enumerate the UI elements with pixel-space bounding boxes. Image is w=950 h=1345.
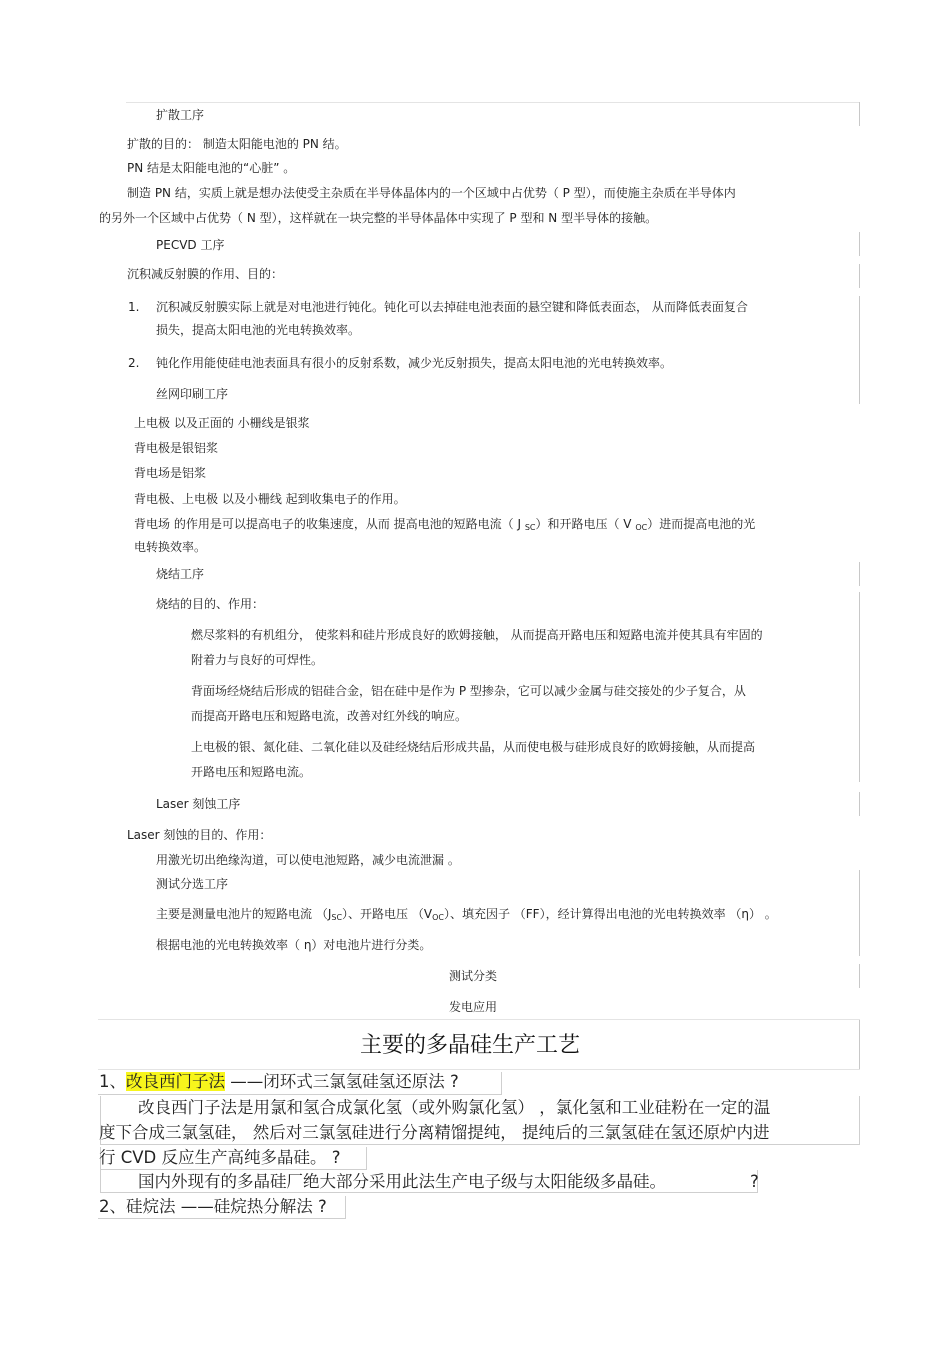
title-box-border [859,1020,860,1070]
process1-p1-line1: 改良西门子法是用氯和氢合成氯化氢（或外购氯化氢） ，氯化氢和工业硅粉在一定的温 [138,1098,771,1117]
laser-heading: Laser 刻蚀工序 [156,797,241,811]
printing-heading: 丝网印刷工序 [156,387,229,401]
pecvd-item1-number: 1. [128,300,140,314]
voc-subscript: OC [432,913,444,922]
cell-border [859,964,860,988]
process2-title: 2、硅烷法 ——硅烷热分解法 ? [99,1197,327,1216]
pecvd-item1-line2: 损失，提高太阳电池的光电转换效率。 [156,323,361,337]
process1-subtitle: ——闭环式三氯氢硅氢还原法 ? [225,1072,459,1091]
printing-line5 [134,516,755,536]
process1-p2-question: ? [750,1172,759,1191]
jsc-subscript: SC [331,913,343,922]
process1-p2-line1: 国内外现有的多晶硅厂绝大部分采用此法生产电子级与太阳能级多晶硅。 [138,1172,666,1191]
cell-border [859,264,860,288]
sintering-heading: 烧结工序 [156,567,205,581]
process1-title [99,1071,459,1093]
printing-line5-part-b: ）和开路电压（ V [535,517,636,531]
sintering-p2-line1: 背面场经烧结后形成的铝硅合金，铝在硅中是作为 P 型掺杂，它可以减少金属与硅交接处的少子复合，从 [191,684,746,698]
page-title: 主要的多晶硅生产工艺 [360,1033,581,1058]
testing-step-application: 发电应用 [449,1000,498,1014]
printing-line6: 电转换效率。 [134,540,207,554]
diffusion-purpose: 扩散的目的： 制造太阳能电池的 PN 结。 [127,137,347,151]
diffusion-text-line1: 制造 PN 结，实质上就是想办法使受主杂质在半导体晶体内的一个区域中占优势（ P 型），而使施主杂质在半导体内 [127,186,736,200]
testing-line1-part-a: 主要是测量电池片的短路电流 （J [156,907,332,921]
sintering-p1-line1: 燃尽浆料的有机组分， 使浆料和硅片形成良好的欧姆接触， 从而提高开路电压和短路电流并使其具有牢固的 [191,628,763,642]
process1-p1-line3: 行 CVD 反应生产高纯多晶硅。 ? [99,1148,341,1167]
cell-border [859,232,860,256]
top-rule [126,102,860,103]
sintering-purpose: 烧结的目的、作用： [156,597,265,611]
testing-step-classify: 测试分类 [449,969,498,983]
sintering-p3-line2: 开路电压和短路电流。 [191,765,312,779]
testing-line1-part-c: ）、填充因子 （FF），经计算得出电池的光电转换效率 （η） 。 [443,907,777,921]
voc-subscript: OC [635,523,648,532]
diffusion-heading: 扩散工序 [156,108,205,122]
diffusion-text-line2: 的另外一个区域中占优势（ N 型），这样就在一块完整的半导体晶体中实现了 P 型和 N 型半导体的接触。 [99,211,658,225]
cell-border [859,792,860,816]
cell-border [859,592,860,782]
cell-border [859,562,860,586]
process1-p1-line2: 度下合成三氯氢硅， 然后对三氯氢硅进行分离精馏提纯， 提纯后的三氯氢硅在氢还原炉内进 [99,1123,770,1142]
printing-line3: 背电场是铝浆 [134,466,207,480]
printing-line5-part-c: ）进而提高电池的光 [647,517,756,531]
testing-line1 [156,906,777,926]
testing-heading: 测试分选工序 [156,877,229,891]
cell-border [859,296,860,404]
laser-purpose: Laser 刻蚀的目的、作用： [127,828,272,842]
pecvd-item2-number: 2. [128,356,140,370]
printing-line2: 背电极是银铝浆 [134,441,219,455]
sintering-p3-line1: 上电极的银、氮化硅、二氧化硅以及硅经烧结后形成共晶，从而使电极与硅形成良好的欧姆接触，从而提高 [191,740,756,754]
sintering-p1-line2: 附着力与良好的可焊性。 [191,653,324,667]
sintering-p2-line2: 而提高开路电压和短路电流，改善对红外线的响应。 [191,709,468,723]
cell-border [859,870,860,956]
jsc-subscript: SC [524,523,536,532]
printing-line4: 背电极、上电极 以及小栅线 起到收集电子的作用。 [134,492,406,506]
testing-line1-part-b: ）、开路电压 （V [342,907,433,921]
divider-rule [98,1019,860,1020]
printing-line1: 上电极 以及正面的 小栅线是银浆 [134,416,310,430]
process1-name-highlight: 改良西门子法 [126,1072,225,1091]
pecvd-item2-line1: 钝化作用能使硅电池表面具有很小的反射系数，减少光反射损失，提高太阳电池的光电转换效率。 [156,356,673,370]
diffusion-heart: PN 结是太阳能电池的“心脏” 。 [127,161,296,175]
pecvd-heading: PECVD 工序 [156,238,225,252]
process1-number: 1、 [99,1072,126,1091]
cell-border [859,102,860,126]
title-box-border [98,1069,860,1070]
pecvd-purpose: 沉积减反射膜的作用、目的： [127,267,284,281]
testing-line2: 根据电池的光电转换效率（ η）对电池片进行分类。 [156,938,432,952]
pecvd-item1-line1: 沉积减反射膜实际上就是对电池进行钝化。钝化可以去掉硅电池表面的悬空键和降低表面态， 从而降低表面复合 [156,300,748,314]
laser-line1: 用激光切出绝缘沟道，可以使电池短路，减少电流泄漏 。 [156,853,460,867]
printing-line5-part-a: 背电场 的作用是可以提高电子的收集速度，从而 提高电池的短路电流（ J [134,517,525,531]
